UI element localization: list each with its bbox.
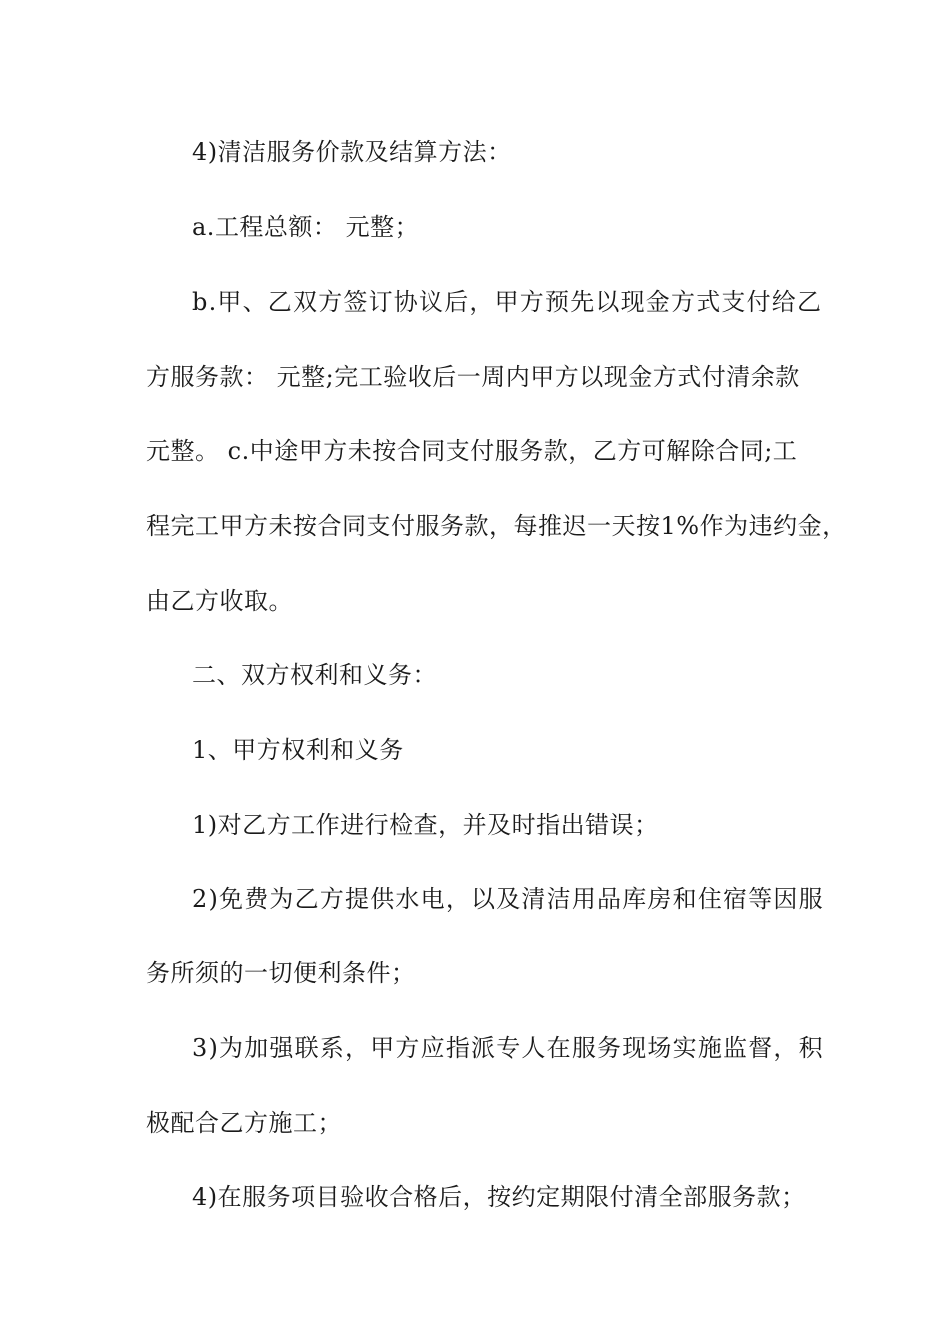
- section-two-heading: 二、双方权利和义务：: [192, 661, 437, 689]
- item-1-line: 1)对乙方工作进行检查，并及时指出错误；: [192, 811, 659, 839]
- item-3-line-1: 3)为加强联系，甲方应指派专人在服务现场实施监督，积: [192, 1034, 824, 1062]
- clause-b-line-1: b.甲、乙双方签订协议后，甲方预先以现金方式支付给乙: [192, 288, 823, 316]
- total-amount-line: a.工程总额： 元整；: [192, 213, 420, 241]
- payment-heading: 4)清洁服务价款及结算方法：: [192, 138, 512, 166]
- item-3-line-2: 极配合乙方施工；: [146, 1109, 342, 1137]
- clause-c-line-1: 元整。 c.中途甲方未按合同支付服务款，乙方可解除合同;工: [146, 437, 798, 465]
- item-2-line-2: 务所须的一切便利条件；: [146, 959, 416, 987]
- item-4-line: 4)在服务项目验收合格后，按约定期限付清全部服务款；: [192, 1183, 806, 1211]
- clause-c-line-2: 程完工甲方未按合同支付服务款，每推迟一天按1%作为违约金，: [146, 512, 847, 540]
- party-a-heading: 1、甲方权利和义务: [192, 736, 404, 764]
- clause-b-line-2: 方服务款： 元整;完工验收后一周内甲方以现金方式付清余款: [146, 363, 800, 391]
- item-2-line-1: 2)免费为乙方提供水电，以及清洁用品库房和住宿等因服: [192, 885, 824, 913]
- clause-c-line-3: 由乙方收取。: [146, 587, 293, 615]
